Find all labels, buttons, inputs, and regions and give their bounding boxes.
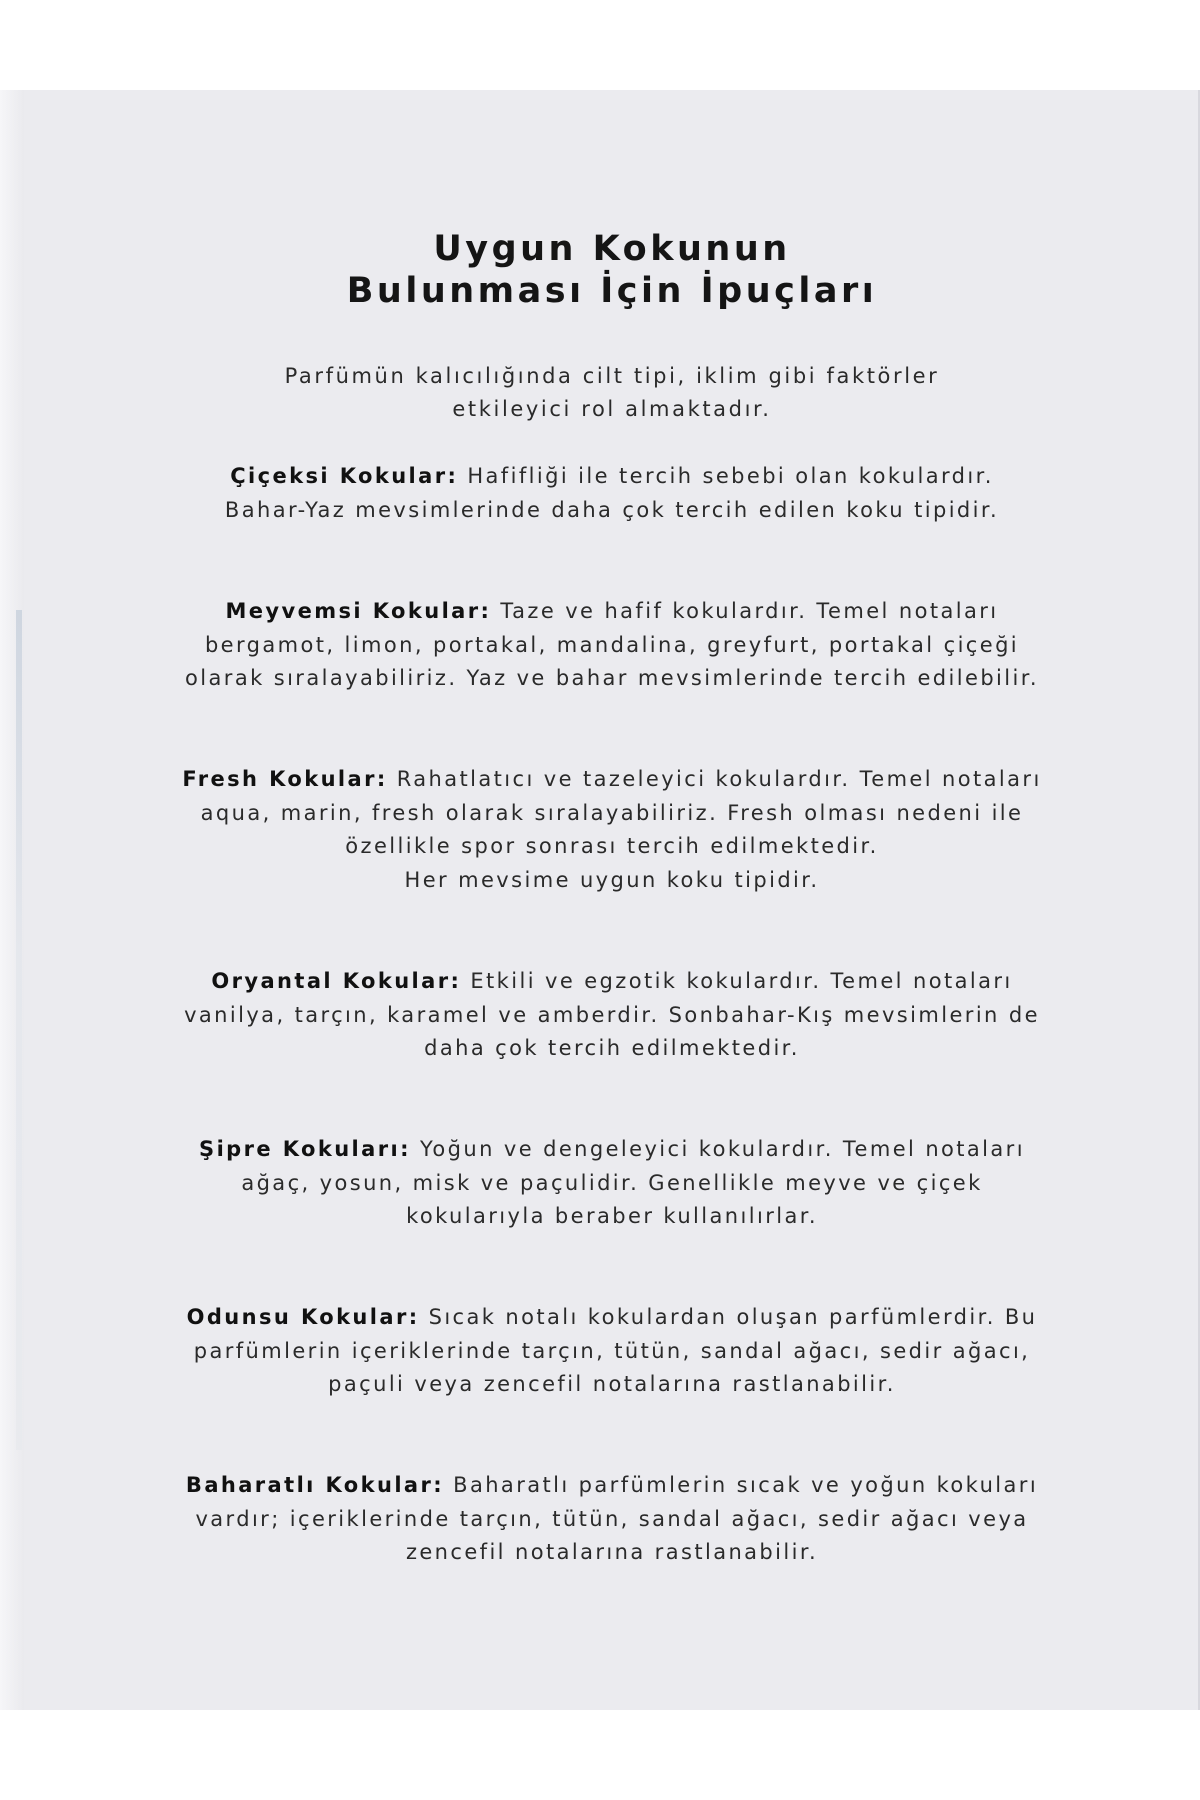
section-line: [24, 460, 1200, 494]
section-text: Baharatlı parfümlerin sıcak ve yoğun kokuları: [444, 1473, 1039, 1497]
intro-paragraph: [24, 360, 1200, 426]
section-line: [24, 965, 1200, 999]
section-text: Etkili ve egzotik kokulardır. Temel notaları: [461, 969, 1013, 993]
section-line: [24, 1301, 1200, 1335]
section-line: aqua, marin, fresh olarak sıralayabiliriz. Fresh olması nedeni ile: [200, 800, 1024, 825]
section-ciceksi: [24, 460, 1200, 527]
section-line: [24, 1133, 1200, 1167]
section-heading: Çiçeksi Kokular:: [230, 464, 459, 488]
section-line: [24, 763, 1200, 797]
section-heading: Odunsu Kokular:: [186, 1305, 420, 1329]
section-meyvemsi: [24, 595, 1200, 696]
section-heading: Meyvemsi Kokular:: [225, 599, 492, 623]
section-line: zencefil notalarına rastlanabilir.: [405, 1540, 819, 1564]
section-heading: Şipre Kokuları:: [199, 1137, 411, 1161]
section-line: [24, 1469, 1200, 1503]
section-line: ağaç, yosun, misk ve paçulidir. Genellikle meyve ve çiçek: [241, 1170, 983, 1195]
page-left-accent: [16, 610, 22, 1450]
section-line: özellikle spor sonrası tercih edilmektedir.: [345, 834, 879, 858]
section-text: Hafifliği ile tercih sebebi olan kokulardır.: [458, 464, 994, 488]
section-sipre: [24, 1133, 1200, 1234]
page-title: [24, 228, 1200, 312]
section-heading: Fresh Kokular:: [182, 767, 388, 791]
intro-line-2: etkileyici rol almaktadır.: [452, 397, 772, 421]
section-line: [24, 595, 1200, 629]
section-heading: Oryantal Kokular:: [211, 969, 462, 993]
section-line: daha çok tercih edilmektedir.: [424, 1036, 800, 1060]
section-oryantal: [24, 965, 1200, 1066]
document-page: [24, 90, 1200, 1710]
section-baharatli: [24, 1469, 1200, 1570]
section-line: bergamot, limon, portakal, mandalina, greyfurt, portakal çiçeği: [204, 632, 1020, 657]
section-text: Taze ve hafif kokulardır. Temel notaları: [491, 599, 999, 623]
section-text: Rahatlatıcı ve tazeleyici kokulardır. Temel notaları: [387, 767, 1042, 791]
section-odunsu: [24, 1301, 1200, 1402]
section-text: Yoğun ve dengeleyici kokulardır. Temel notaları: [410, 1137, 1025, 1161]
section-text: Sıcak notalı kokulardan oluşan parfümlerdir. Bu: [419, 1305, 1038, 1329]
section-line: Bahar-Yaz mevsimlerinde daha çok tercih edilen koku tipidir.: [224, 497, 1000, 522]
section-heading: Baharatlı Kokular:: [185, 1473, 445, 1497]
section-line: vardır; içeriklerinde tarçın, tütün, sandal ağacı, sedir ağacı veya: [195, 1506, 1029, 1531]
intro-line-1: Parfümün kalıcılığında cilt tipi, iklim gibi faktörler: [284, 364, 940, 388]
section-fresh: [24, 763, 1200, 897]
section-line: kokularıyla beraber kullanılırlar.: [406, 1204, 818, 1228]
page-title-line-1: Uygun Kokunun: [433, 229, 791, 269]
section-line: olarak sıralayabiliriz. Yaz ve bahar mevsimlerinde tercih edilebilir.: [185, 666, 1039, 690]
section-line: parfümlerin içeriklerinde tarçın, tütün, sandal ağacı, sedir ağacı,: [193, 1338, 1031, 1363]
section-line: vanilya, tarçın, karamel ve amberdir. Sonbahar-Kış mevsimlerin de: [184, 1002, 1040, 1027]
section-line: paçuli veya zencefil notalarına rastlanabilir.: [328, 1372, 896, 1396]
section-line: Her mevsime uygun koku tipidir.: [404, 867, 820, 892]
page-title-line-2: Bulunması İçin İpuçları: [346, 271, 878, 311]
